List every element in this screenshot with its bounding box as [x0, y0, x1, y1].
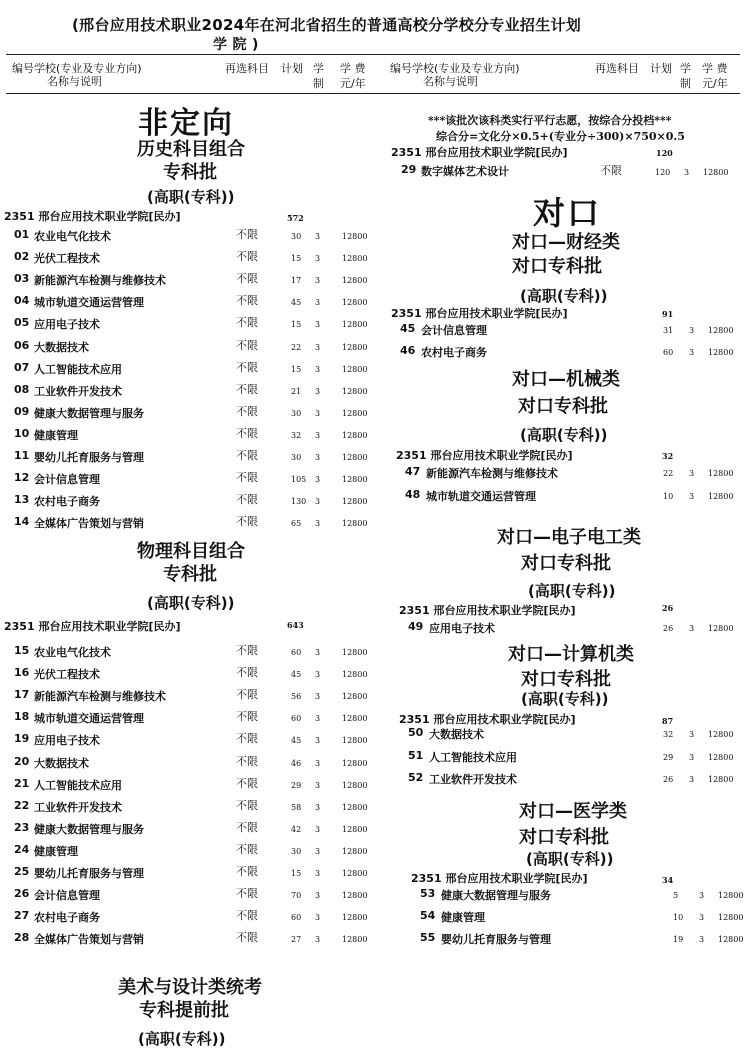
row-plan-47: 22 [663, 469, 674, 478]
row-req-09: 不限 [236, 404, 258, 418]
row-name-51: 人工智能技术应用 [429, 751, 517, 764]
group-heading-elec: 对口—电子电工类 [497, 527, 641, 548]
row-name-14: 全媒体广告策划与营销 [34, 517, 144, 531]
row-fee-46: 12800 [708, 348, 734, 357]
school-line-elec: 2351 邢台应用技术职业学院[民办] [399, 604, 576, 617]
header-col-reselect-r: 再选科目 [595, 62, 639, 75]
row-years-45: 3 [689, 326, 695, 335]
row-name-01: 农业电气化技术 [34, 230, 111, 243]
level-heading-mech: (高职(专科)) [520, 426, 608, 444]
row-code-51: 51 [408, 749, 424, 762]
row-req-04: 不限 [236, 294, 258, 308]
row-req-02: 不限 [236, 250, 258, 264]
row-name-17: 新能源汽车检测与维修技术 [34, 690, 166, 704]
batch-heading-comp: 对口专科批 [521, 669, 611, 690]
row-code-29: 29 [401, 163, 417, 176]
row-fee-07: 12800 [342, 364, 368, 374]
row-name-54: 健康管理 [441, 911, 485, 924]
big-heading-counterpart: 对口 [533, 194, 602, 232]
row-plan-07: 15 [291, 364, 302, 374]
school-line-med: 2351 邢台应用技术职业学院[民办] [411, 872, 588, 885]
row-fee-06: 12800 [342, 342, 368, 352]
level-heading-comp: (高职(专科)) [521, 690, 609, 708]
row-plan-10: 32 [291, 430, 302, 440]
group-heading-med: 对口—医学类 [519, 801, 627, 822]
header-col-fee-2: 元/年 [340, 77, 366, 90]
row-code-04: 04 [14, 294, 30, 308]
row-name-19: 应用电子技术 [34, 734, 100, 748]
row-req-26: 不限 [236, 887, 258, 901]
school-total-history: 572 [287, 213, 304, 223]
row-plan-06: 22 [291, 342, 302, 352]
row-years-28: 3 [315, 935, 321, 945]
row-code-52: 52 [408, 771, 424, 784]
row-req-19: 不限 [236, 732, 258, 746]
school-total-elec: 26 [662, 603, 674, 613]
row-years-01: 3 [315, 232, 321, 241]
level-heading-med: (高职(专科)) [526, 850, 614, 868]
row-req-03: 不限 [236, 272, 258, 286]
row-name-16: 光伏工程技术 [34, 668, 100, 682]
row-plan-13: 130 [291, 497, 307, 507]
row-req-12: 不限 [236, 471, 258, 485]
row-name-45: 会计信息管理 [421, 324, 487, 337]
row-plan-28: 27 [291, 935, 302, 945]
header-col-code-name: 编号学校(专业及专业方向) [12, 62, 142, 75]
row-code-53: 53 [420, 887, 436, 900]
row-plan-23: 42 [291, 824, 302, 834]
row-code-01: 01 [14, 228, 30, 241]
row-req-13: 不限 [236, 493, 258, 507]
row-plan-08: 21 [291, 386, 302, 396]
row-years-20: 3 [315, 758, 321, 768]
group-heading-art: 美术与设计类统考 [118, 977, 262, 998]
row-years-21: 3 [315, 780, 321, 790]
row-plan-48: 10 [663, 492, 674, 501]
row-name-13: 农村电子商务 [34, 495, 100, 509]
row-plan-55: 19 [673, 935, 684, 944]
row-name-09: 健康大数据管理与服务 [34, 406, 144, 420]
row-years-04: 3 [315, 298, 321, 308]
row-name-53: 健康大数据管理与服务 [441, 889, 551, 902]
row-plan-21: 29 [291, 780, 302, 790]
school-total-comp: 87 [662, 716, 674, 726]
row-years-11: 3 [315, 453, 321, 462]
row-years-07: 3 [315, 364, 321, 374]
row-code-13: 13 [14, 493, 30, 507]
row-fee-11: 12800 [342, 453, 368, 462]
row-fee-02: 12800 [342, 254, 368, 264]
row-plan-19: 45 [291, 736, 302, 746]
row-fee-45: 12800 [708, 326, 734, 335]
row-fee-09: 12800 [342, 408, 368, 418]
header-col-code-name-r: 编号学校(专业及专业方向) [390, 62, 520, 75]
row-code-06: 06 [14, 338, 30, 352]
row-name-25: 婴幼儿托育服务与管理 [34, 867, 144, 880]
row-fee-15: 12800 [342, 648, 368, 657]
row-fee-52: 12800 [708, 775, 734, 784]
row-req-11: 不限 [236, 449, 258, 462]
row-code-11: 11 [14, 449, 30, 462]
row-name-18: 城市轨道交通运营管理 [34, 712, 144, 726]
row-plan-01: 30 [291, 232, 302, 241]
row-fee-05: 12800 [342, 320, 368, 330]
row-years-24: 3 [315, 846, 321, 856]
row-plan-50: 32 [663, 730, 674, 739]
row-name-23: 健康大数据管理与服务 [34, 822, 144, 836]
doc-title: (邢台应用技术职业2024年在河北省招生的普通高校分学校分专业招生计划 [72, 16, 582, 34]
row-years-54: 3 [699, 913, 705, 922]
row-code-49: 49 [408, 620, 424, 633]
header-col-desc-r: 名称与说明 [423, 75, 478, 88]
row-name-24: 健康管理 [34, 844, 78, 858]
row-years-17: 3 [315, 692, 321, 702]
header-col-fee-r: 学 费 [702, 62, 728, 75]
header-col-years-r: 学 [680, 62, 691, 75]
row-plan-24: 30 [291, 846, 302, 856]
note-formula: 综合分=文化分×0.5+(专业分÷300)×750×0.5 [436, 130, 685, 143]
row-code-27: 27 [14, 909, 30, 923]
row-code-55: 55 [420, 931, 436, 944]
row-fee-08: 12800 [342, 386, 368, 396]
row-name-07: 人工智能技术应用 [34, 362, 122, 376]
row-plan-11: 30 [291, 453, 302, 462]
row-req-24: 不限 [236, 842, 258, 856]
row-plan-26: 70 [291, 891, 302, 901]
row-req-27: 不限 [236, 909, 258, 923]
row-years-10: 3 [315, 430, 321, 440]
row-years-29: 3 [684, 168, 690, 177]
row-code-14: 14 [14, 515, 30, 529]
level-heading-elec: (高职(专科)) [528, 582, 616, 600]
row-fee-21: 12800 [342, 780, 368, 790]
row-code-54: 54 [420, 909, 436, 922]
school-total-fin: 91 [662, 309, 674, 319]
row-code-15: 15 [14, 644, 30, 657]
row-code-50: 50 [408, 726, 424, 739]
row-years-09: 3 [315, 408, 321, 418]
row-req-16: 不限 [236, 666, 258, 680]
row-plan-04: 45 [291, 298, 302, 308]
school-total-mech: 32 [662, 451, 674, 461]
row-fee-27: 12800 [342, 913, 368, 923]
row-fee-47: 12800 [708, 469, 734, 478]
row-plan-20: 46 [291, 758, 302, 768]
row-years-52: 3 [689, 775, 695, 784]
row-name-52: 工业软件开发技术 [429, 773, 517, 786]
level-heading-art: (高职(专科)) [138, 1030, 226, 1048]
row-plan-03: 17 [291, 276, 302, 286]
row-fee-55: 12800 [718, 935, 744, 944]
row-fee-28: 12800 [342, 935, 368, 945]
row-fee-29: 12800 [703, 168, 729, 177]
row-name-49: 应用电子技术 [429, 622, 495, 635]
row-years-51: 3 [689, 753, 695, 762]
header-col-years-r2: 制 [680, 77, 691, 90]
row-fee-18: 12800 [342, 714, 368, 724]
row-fee-04: 12800 [342, 298, 368, 308]
row-name-29: 数字媒体艺术设计 [421, 165, 509, 178]
row-req-10: 不限 [236, 426, 258, 440]
row-fee-50: 12800 [708, 730, 734, 739]
row-plan-27: 60 [291, 913, 302, 923]
row-years-55: 3 [699, 935, 705, 944]
row-code-24: 24 [14, 842, 30, 856]
row-code-28: 28 [14, 931, 30, 945]
note-parallel: ***该批次该科类实行平行志愿，按综合分投档*** [428, 114, 672, 127]
header-col-years: 学 [313, 62, 324, 75]
row-years-15: 3 [315, 648, 321, 657]
row-years-03: 3 [315, 276, 321, 286]
row-years-22: 3 [315, 802, 321, 812]
row-years-19: 3 [315, 736, 321, 746]
group-heading-fin: 对口—财经类 [512, 232, 620, 253]
batch-heading-fin: 对口专科批 [512, 256, 602, 277]
row-plan-52: 26 [663, 775, 674, 784]
row-code-12: 12 [14, 471, 30, 485]
row-req-17: 不限 [236, 688, 258, 702]
row-fee-20: 12800 [342, 758, 368, 768]
row-years-06: 3 [315, 342, 321, 352]
row-name-22: 工业软件开发技术 [34, 800, 122, 814]
row-req-21: 不限 [236, 776, 258, 790]
school-line-history: 2351 邢台应用技术职业学院[民办] [4, 210, 181, 223]
school-line-comp: 2351 邢台应用技术职业学院[民办] [399, 713, 576, 726]
row-req-15: 不限 [236, 644, 258, 657]
school-line-physics: 2351 邢台应用技术职业学院[民办] [4, 620, 181, 633]
row-years-12: 3 [315, 475, 321, 485]
row-years-48: 3 [689, 492, 695, 501]
header-col-plan-r: 计划 [650, 62, 672, 75]
school-total-physics: 643 [287, 620, 304, 630]
row-name-15: 农业电气化技术 [34, 646, 111, 659]
batch-heading-mech: 对口专科批 [518, 396, 608, 417]
row-req-28: 不限 [236, 931, 258, 945]
group-heading-history: 历史科目组合 [137, 139, 245, 160]
row-code-23: 23 [14, 820, 30, 834]
row-years-27: 3 [315, 913, 321, 923]
row-name-02: 光伏工程技术 [34, 252, 100, 266]
row-code-20: 20 [14, 754, 30, 768]
row-req-20: 不限 [236, 754, 258, 768]
doc-title-line2: 学 院 ) [213, 37, 259, 53]
row-plan-17: 56 [291, 692, 302, 702]
row-plan-22: 58 [291, 802, 302, 812]
row-code-09: 09 [14, 404, 30, 418]
row-plan-09: 30 [291, 408, 302, 418]
row-years-14: 3 [315, 519, 321, 529]
header-col-desc: 名称与说明 [47, 75, 102, 88]
row-years-02: 3 [315, 254, 321, 264]
row-plan-53: 5 [673, 891, 679, 900]
row-fee-51: 12800 [708, 753, 734, 762]
row-plan-15: 60 [291, 648, 302, 657]
row-req-08: 不限 [236, 382, 258, 396]
row-fee-25: 12800 [342, 869, 368, 878]
row-name-47: 新能源汽车检测与维修技术 [426, 467, 558, 480]
row-code-25: 25 [14, 865, 30, 878]
row-name-03: 新能源汽车检测与维修技术 [34, 274, 166, 288]
header-bottom-rule [6, 93, 740, 94]
row-name-26: 会计信息管理 [34, 889, 100, 903]
row-code-21: 21 [14, 776, 30, 790]
row-req-22: 不限 [236, 798, 258, 812]
row-req-29: 不限 [600, 164, 622, 177]
row-fee-01: 12800 [342, 232, 368, 241]
row-fee-23: 12800 [342, 824, 368, 834]
row-req-23: 不限 [236, 820, 258, 834]
row-plan-46: 60 [663, 348, 674, 357]
row-plan-14: 65 [291, 519, 302, 529]
batch-heading-physics: 专科批 [163, 564, 217, 585]
row-years-53: 3 [699, 891, 705, 900]
row-name-21: 人工智能技术应用 [34, 778, 122, 792]
row-fee-14: 12800 [342, 519, 368, 529]
level-heading-physics: (高职(专科)) [147, 594, 235, 612]
row-plan-16: 45 [291, 670, 302, 680]
row-req-07: 不限 [236, 360, 258, 374]
row-fee-48: 12800 [708, 492, 734, 501]
row-years-26: 3 [315, 891, 321, 901]
row-fee-26: 12800 [342, 891, 368, 901]
row-years-05: 3 [315, 320, 321, 330]
row-years-13: 3 [315, 497, 321, 507]
row-fee-53: 12800 [718, 891, 744, 900]
row-years-08: 3 [315, 386, 321, 396]
row-plan-45: 31 [663, 326, 674, 335]
row-fee-24: 12800 [342, 846, 368, 856]
school-line-mech: 2351 邢台应用技术职业学院[民办] [396, 449, 573, 462]
row-name-48: 城市轨道交通运营管理 [426, 490, 536, 503]
row-code-48: 48 [405, 488, 421, 501]
row-fee-16: 12800 [342, 670, 368, 680]
row-req-14: 不限 [236, 515, 258, 529]
school-total-art: 120 [656, 148, 673, 158]
row-name-20: 大数据技术 [34, 756, 89, 770]
school-line-art: 2351 邢台应用技术职业学院[民办] [391, 146, 568, 159]
row-name-12: 会计信息管理 [34, 473, 100, 487]
row-fee-13: 12800 [342, 497, 368, 507]
row-fee-12: 12800 [342, 475, 368, 485]
row-req-18: 不限 [236, 710, 258, 724]
row-code-10: 10 [14, 426, 30, 440]
header-col-reselect: 再选科目 [225, 62, 269, 75]
group-heading-mech: 对口—机械类 [512, 369, 620, 390]
row-years-47: 3 [689, 469, 695, 478]
row-name-50: 大数据技术 [429, 728, 484, 741]
row-req-05: 不限 [236, 316, 258, 330]
row-req-25: 不限 [236, 865, 258, 878]
row-plan-18: 60 [291, 714, 302, 724]
row-code-22: 22 [14, 798, 30, 812]
row-code-19: 19 [14, 732, 30, 746]
row-code-07: 07 [14, 360, 30, 374]
batch-heading-art: 专科提前批 [139, 1000, 229, 1021]
header-top-rule [6, 54, 740, 55]
row-years-25: 3 [315, 869, 321, 878]
batch-heading-history: 专科批 [163, 162, 217, 183]
row-plan-54: 10 [673, 913, 684, 922]
row-fee-03: 12800 [342, 276, 368, 286]
row-code-47: 47 [405, 465, 421, 478]
row-fee-22: 12800 [342, 802, 368, 812]
row-req-06: 不限 [236, 338, 258, 352]
row-code-45: 45 [400, 322, 416, 335]
level-heading-fin: (高职(专科)) [520, 287, 608, 305]
row-code-03: 03 [14, 272, 30, 286]
row-code-08: 08 [14, 382, 30, 396]
row-years-16: 3 [315, 670, 321, 680]
row-fee-54: 12800 [718, 913, 744, 922]
header-col-fee: 学 费 [340, 62, 366, 75]
row-fee-49: 12800 [708, 624, 734, 633]
row-name-46: 农村电子商务 [421, 346, 487, 359]
row-name-06: 大数据技术 [34, 340, 89, 354]
row-fee-17: 12800 [342, 692, 368, 702]
row-code-17: 17 [14, 688, 30, 702]
row-years-18: 3 [315, 714, 321, 724]
row-code-16: 16 [14, 666, 30, 680]
group-heading-physics: 物理科目组合 [137, 541, 245, 562]
row-name-08: 工业软件开发技术 [34, 384, 122, 398]
row-name-05: 应用电子技术 [34, 318, 100, 332]
row-code-05: 05 [14, 316, 30, 330]
row-fee-19: 12800 [342, 736, 368, 746]
row-name-55: 婴幼儿托育服务与管理 [441, 933, 551, 946]
batch-heading-elec: 对口专科批 [521, 553, 611, 574]
row-code-46: 46 [400, 344, 416, 357]
row-req-01: 不限 [236, 228, 258, 241]
row-years-46: 3 [689, 348, 695, 357]
row-fee-10: 12800 [342, 430, 368, 440]
row-years-50: 3 [689, 730, 695, 739]
row-plan-02: 15 [291, 254, 302, 264]
level-heading-history: (高职(专科)) [147, 188, 235, 206]
row-plan-12: 105 [291, 475, 307, 485]
school-total-med: 34 [662, 875, 674, 885]
row-years-49: 3 [689, 624, 695, 633]
big-heading-non-directed: 非定向 [138, 106, 234, 141]
group-heading-comp: 对口—计算机类 [508, 644, 634, 665]
row-name-10: 健康管理 [34, 428, 78, 442]
batch-heading-med: 对口专科批 [519, 827, 609, 848]
row-code-02: 02 [14, 250, 30, 264]
row-code-26: 26 [14, 887, 30, 901]
header-col-fee-r2: 元/年 [702, 77, 728, 90]
header-col-plan: 计划 [281, 62, 303, 75]
row-name-27: 农村电子商务 [34, 911, 100, 925]
row-plan-49: 26 [663, 624, 674, 633]
row-name-04: 城市轨道交通运营管理 [34, 296, 144, 310]
row-name-28: 全媒体广告策划与营销 [34, 933, 144, 947]
school-line-fin: 2351 邢台应用技术职业学院[民办] [391, 307, 568, 320]
row-plan-25: 15 [291, 869, 302, 878]
row-code-18: 18 [14, 710, 30, 724]
row-plan-05: 15 [291, 320, 302, 330]
row-years-23: 3 [315, 824, 321, 834]
header-col-years-2: 制 [313, 77, 324, 90]
row-plan-51: 29 [663, 753, 674, 762]
row-plan-29: 120 [655, 168, 671, 177]
row-name-11: 婴幼儿托育服务与管理 [34, 451, 144, 464]
